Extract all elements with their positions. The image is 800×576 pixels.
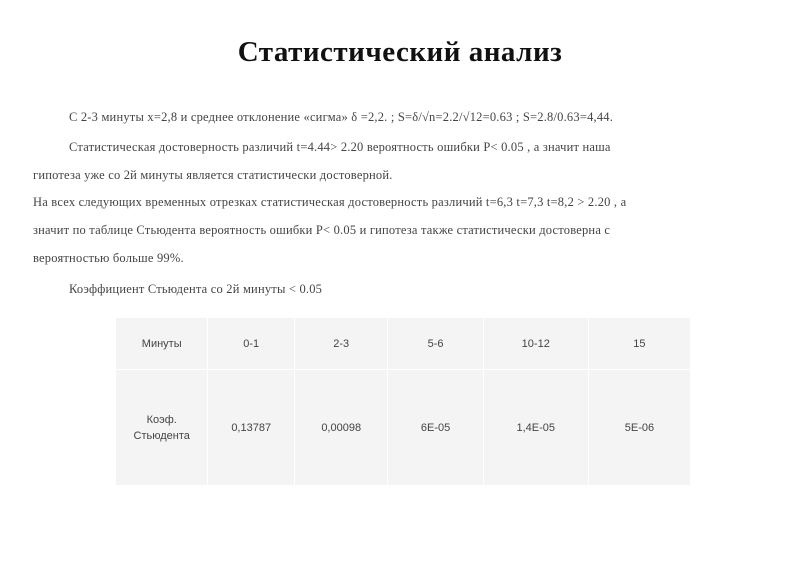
header-cell: 0-1 (208, 318, 295, 370)
paragraph-significance (33, 133, 773, 189)
page-title: Статистический анализ (237, 36, 563, 68)
header-cell-minutes: Минуты (116, 318, 208, 370)
header-cell: 10-12 (483, 318, 588, 370)
value-cell: 6E-05 (388, 370, 483, 486)
table-row (116, 370, 691, 486)
paragraph-significance-line-2: гипотеза уже со 2й минуты является статистически достоверной. (33, 168, 393, 182)
value-cell: 0,13787 (208, 370, 295, 486)
header-cell: 5-6 (388, 318, 483, 370)
paragraph-mean-deviation: С 2-3 минуты x=2,8 и среднее отклонение «сигма» δ =2,2. ; S=δ/√n=2.2/√12=0.63 ; S=2.8/0.63=4,44. (69, 110, 614, 124)
paragraph-following-line-3: вероятностью больше 99%. (33, 251, 184, 265)
paragraph-student-coefficient: Коэффициент Стьюдента со 2й минуты < 0.05 (69, 282, 323, 296)
paragraph-following-line-2: значит по таблице Стьюдента вероятность ошибки P< 0.05 и гипотеза также статистически достоверна с (33, 223, 611, 237)
value-cell: 1,4E-05 (483, 370, 588, 486)
value-cell: 0,00098 (294, 370, 387, 486)
paragraph-following-intervals (33, 188, 773, 272)
row-label-line-2: Стьюдента (133, 429, 190, 442)
paragraph-following-line-1: На всех следующих временных отрезках статистическая достоверность различий t=6,3 t=7,3 t=8,2 > 2.20 , а (33, 195, 627, 209)
value-cell: 5E-06 (588, 370, 690, 486)
row-label-line-1: Коэф. (146, 413, 177, 426)
student-coefficient-table (115, 317, 691, 486)
paragraph-significance-line-1: Статистическая достоверность различий t=4.44> 2.20 вероятность ошибки P< 0.05 , а значит наша (69, 140, 611, 154)
header-cell: 15 (588, 318, 690, 370)
row-label-cell (116, 370, 208, 486)
header-cell: 2-3 (294, 318, 387, 370)
table-header-row (116, 318, 691, 370)
